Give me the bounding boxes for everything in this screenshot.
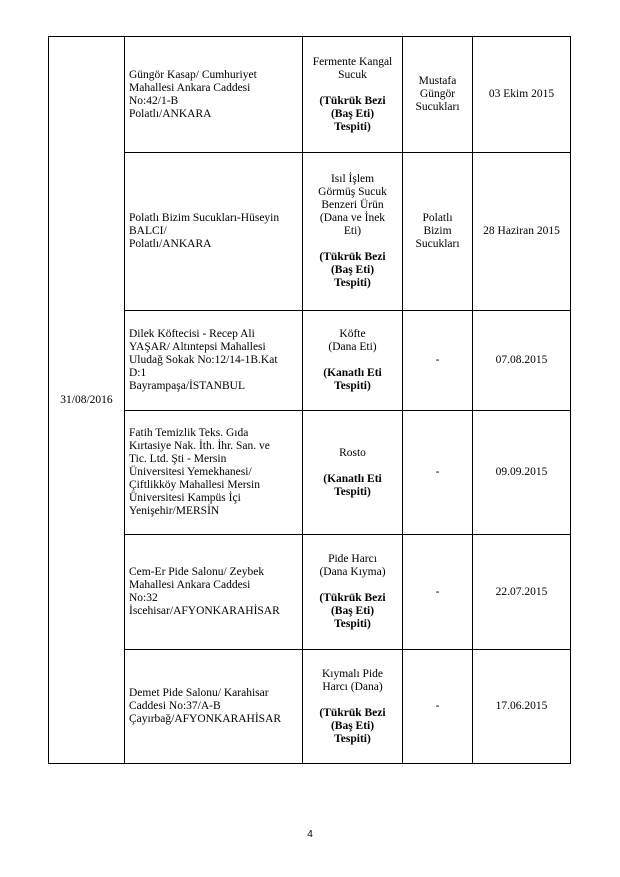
company-line: Polatlı/ANKARA	[129, 238, 212, 250]
product-line: (Dana ve İnek	[319, 212, 386, 224]
company-line: Fatih Temizlik Teks. Gıda	[129, 427, 249, 439]
company-line: Dilek Köftecisi - Recep Ali	[129, 328, 255, 340]
company-line: BALCI/	[129, 225, 167, 237]
product-cell	[303, 650, 403, 764]
company-line: Güngör Kasap/ Cumhuriyet	[129, 68, 257, 81]
table-row	[49, 535, 571, 650]
brand-line: Sucukları	[415, 101, 460, 113]
production-date-cell	[473, 37, 571, 153]
brand-cell	[403, 311, 473, 411]
finding-line: (Baş Eti)	[330, 264, 375, 276]
company-line: Mahallesi Ankara Caddesi	[129, 579, 251, 591]
brand-cell	[403, 535, 473, 650]
finding-line: (Kanatlı Eti	[323, 367, 382, 379]
product-line: Fermente Kangal	[312, 55, 393, 68]
company-cell	[125, 535, 303, 650]
finding-line: Tespiti)	[334, 732, 371, 745]
brand-line: -	[435, 466, 440, 478]
company-line: Kırtasiye Nak. İth. İhr. San. ve	[129, 440, 270, 452]
company-line: No:42/1-B	[129, 94, 179, 107]
product-line: Pide Harcı	[328, 553, 377, 565]
company-line: Caddesi No:37/A-B	[129, 700, 221, 712]
production-date-cell	[473, 153, 571, 311]
brand-line: -	[435, 354, 440, 366]
company-line: No:32	[129, 592, 158, 604]
company-line: Polatlı Bizim Sucukları-Hüseyin	[129, 212, 280, 224]
product-cell	[303, 311, 403, 411]
announcement-date-cell	[49, 37, 125, 764]
company-line: İscehisar/AFYONKARAHİSAR	[129, 605, 280, 617]
table-row	[49, 411, 571, 535]
company-cell	[125, 411, 303, 535]
table-row	[49, 153, 571, 311]
finding-line: Tespiti)	[334, 485, 371, 498]
product-line: Isıl İşlem	[330, 173, 375, 185]
brand-cell	[403, 153, 473, 311]
company-line: Polatlı/ANKARA	[129, 107, 212, 120]
brand-cell	[403, 650, 473, 764]
company-line: Çiftlikköy Mahallesi Mersin	[129, 479, 260, 491]
table-row	[49, 311, 571, 411]
product-line: Rosto	[339, 446, 366, 459]
finding-line: (Kanatlı Eti	[323, 472, 382, 485]
finding-line: Tespiti)	[334, 618, 371, 630]
product-line: (Dana Kıyma)	[319, 566, 386, 578]
company-line: Uludağ Sokak No:12/14-1B.Kat	[129, 354, 278, 366]
brand-line: Sucukları	[415, 238, 460, 250]
announcement-date: 31/08/2016	[60, 393, 113, 406]
finding-line: (Tükrük Bezi	[319, 251, 386, 263]
product-cell	[303, 535, 403, 650]
production-date: 09.09.2015	[495, 466, 548, 478]
production-date: 03 Ekim 2015	[488, 88, 555, 100]
company-line: Üniversitesi Kampüs İçi	[129, 492, 241, 504]
product-cell	[303, 153, 403, 311]
product-line: Benzeri Ürün	[321, 199, 384, 211]
product-line: Kıymalı Pide	[321, 667, 383, 680]
product-line: Sucuk	[338, 68, 367, 81]
table-row	[49, 37, 571, 153]
company-line: Cem-Er Pide Salonu/ Zeybek	[129, 566, 265, 578]
company-line: Mahallesi Ankara Caddesi	[129, 81, 251, 94]
production-date-cell	[473, 311, 571, 411]
records-table	[48, 36, 571, 764]
company-line: Çayırbağ/AFYONKARAHİSAR	[129, 713, 282, 725]
production-date-cell	[473, 535, 571, 650]
finding-line: (Baş Eti)	[330, 107, 375, 120]
company-line: Demet Pide Salonu/ Karahisar	[129, 687, 269, 699]
company-cell	[125, 311, 303, 411]
production-date: 17.06.2015	[495, 700, 548, 712]
company-line: D:1	[129, 367, 147, 379]
product-line: Eti)	[343, 225, 362, 237]
company-line: Yenişehir/MERSİN	[129, 505, 220, 517]
product-cell	[303, 411, 403, 535]
finding-line: (Baş Eti)	[330, 719, 375, 732]
finding-line: (Baş Eti)	[330, 605, 375, 617]
production-date: 28 Haziran 2015	[483, 225, 560, 237]
brand-line: Güngör	[419, 88, 456, 100]
brand-cell	[403, 411, 473, 535]
product-cell	[303, 37, 403, 153]
company-line: Tic. Ltd. Şti - Mersin	[129, 453, 227, 465]
brand-line: -	[435, 585, 440, 598]
company-cell	[125, 37, 303, 153]
company-line: Bayrampaşa/İSTANBUL	[129, 380, 245, 392]
table-row	[49, 650, 571, 764]
company-line: YAŞAR/ Altıntepsi Mahallesi	[129, 341, 266, 353]
finding-line: Tespiti)	[334, 120, 371, 133]
page-number: 4	[307, 829, 313, 840]
product-line: (Dana Eti)	[328, 341, 377, 353]
production-date-cell	[473, 411, 571, 535]
production-date-cell	[473, 650, 571, 764]
product-line: Görmüş Sucuk	[318, 186, 387, 198]
finding-line: (Tükrük Bezi	[319, 94, 386, 107]
finding-line: Tespiti)	[334, 277, 371, 289]
brand-line: Mustafa	[418, 75, 457, 87]
finding-line: Tespiti)	[334, 380, 371, 392]
product-line: Harcı (Dana)	[322, 680, 383, 693]
brand-line: Bizim	[423, 225, 452, 237]
company-line: Üniversitesi Yemekhanesi/	[129, 466, 252, 478]
production-date: 07.08.2015	[495, 354, 548, 366]
brand-line: Polatlı	[422, 212, 453, 224]
production-date: 22.07.2015	[495, 585, 548, 598]
finding-line: (Tükrük Bezi	[319, 592, 386, 604]
product-line: Köfte	[339, 328, 366, 340]
brand-cell	[403, 37, 473, 153]
finding-line: (Tükrük Bezi	[319, 706, 386, 719]
company-cell	[125, 650, 303, 764]
brand-line: -	[435, 700, 440, 712]
company-cell	[125, 153, 303, 311]
